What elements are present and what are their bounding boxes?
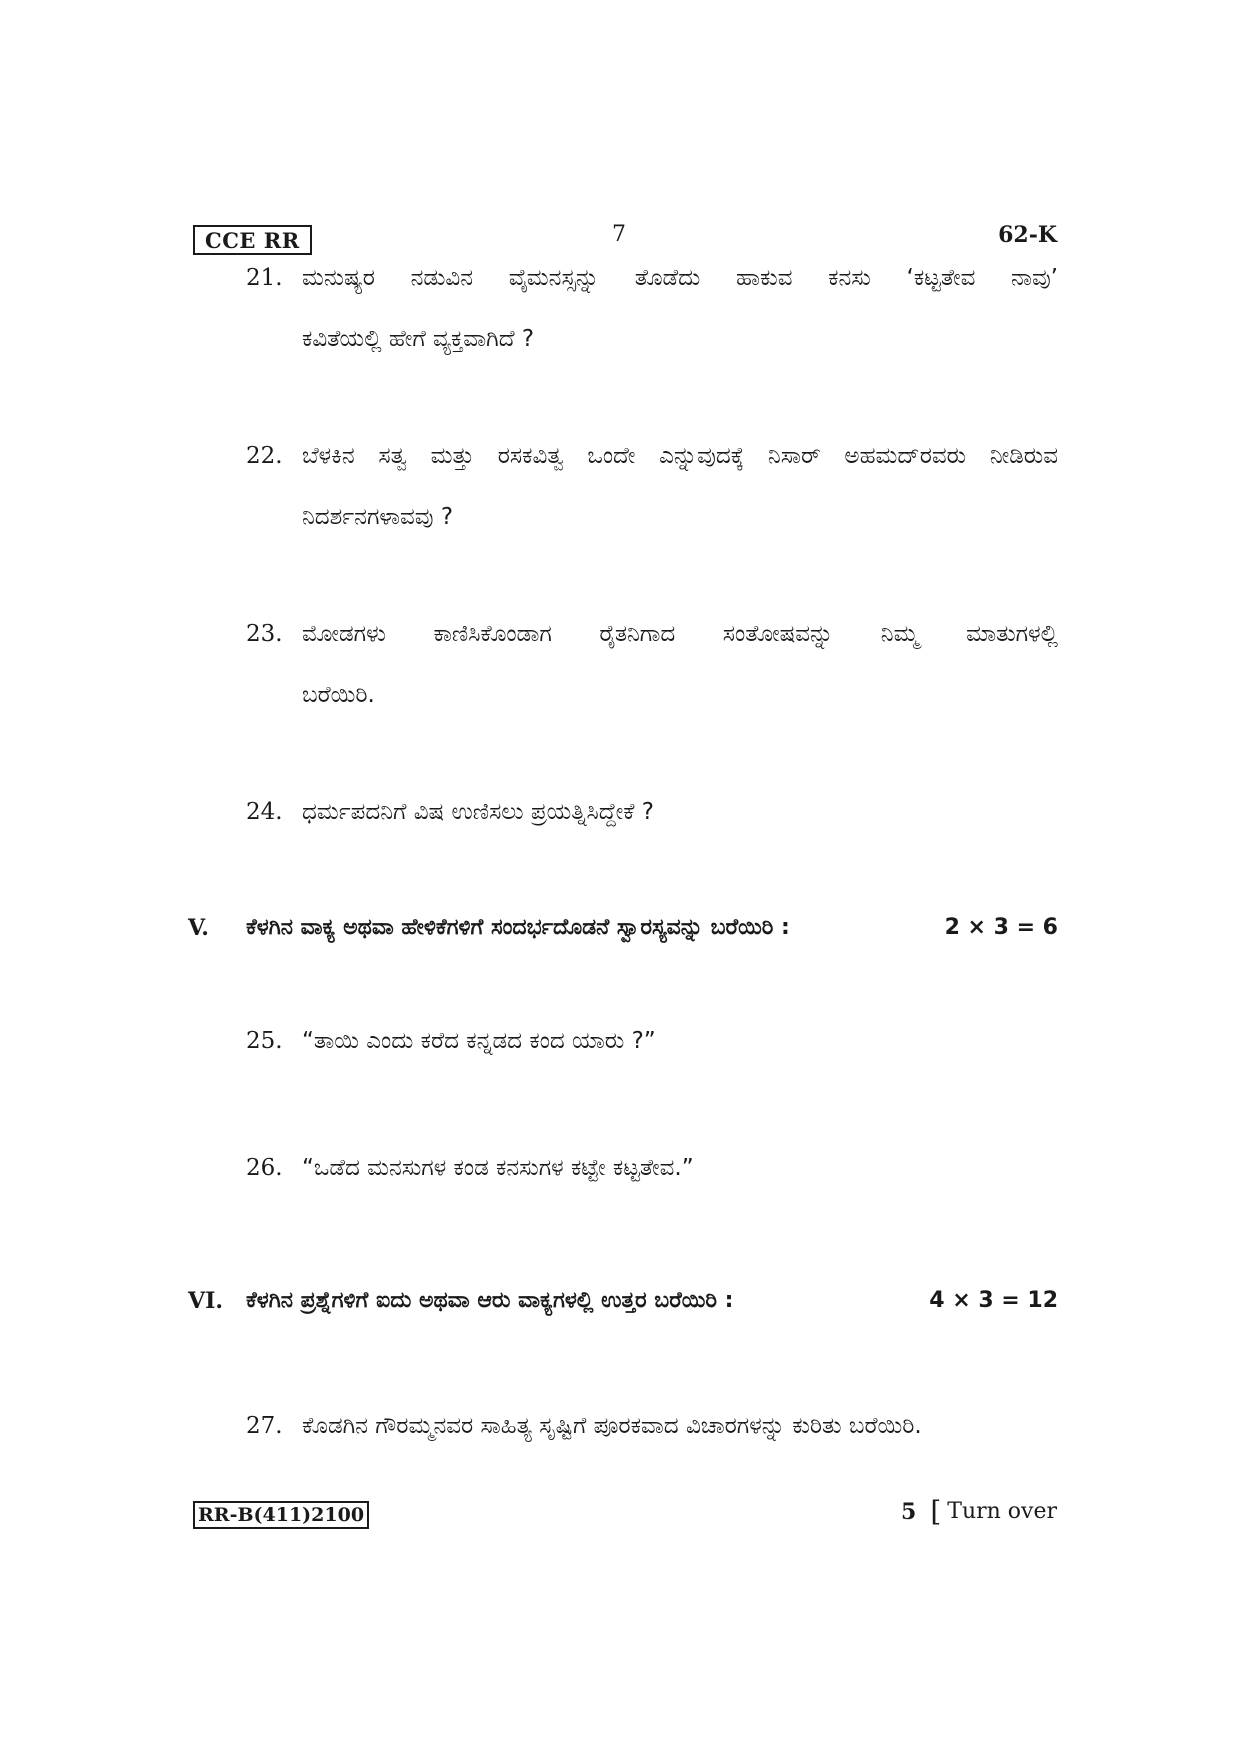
- question-text-line2: ಕವಿತೆಯಲ್ಲಿ ಹೇಗೆ ವ್ಯಕ್ತವಾಗಿದೆ ?: [302, 326, 535, 352]
- section-marks: 4 × 3 = 12: [929, 1288, 1058, 1313]
- section-numeral: VI.: [188, 1288, 224, 1314]
- question-text-line2: ಬರೆಯಿರಿ.: [302, 682, 375, 708]
- question-24: [246, 782, 1058, 843]
- question-number: 24.: [246, 799, 283, 825]
- question-number: 25.: [246, 1028, 283, 1054]
- question-number: 26.: [246, 1155, 283, 1181]
- question-21: [246, 248, 1058, 370]
- section-vi-heading: [188, 1286, 1058, 1316]
- section-title: ಕೆಳಗಿನ ವಾಕ್ಯ ಅಥವಾ ಹೇಳಿಕೆಗಳಿಗೆ ಸಂದರ್ಭದೊಡನೆ ಸ್ವಾರಸ್ಯವನ್ನು ಬರೆಯಿರಿ :: [246, 915, 790, 940]
- question-text-line1: ಕೊಡಗಿನ ಗೌರಮ್ಮನವರ ಸಾಹಿತ್ಯ ಸೃಷ್ಟಿಗೆ ಪೂರಕವಾದ ವಿಚಾರಗಳನ್ನು ಕುರಿತು ಬರೆಯಿರಿ.: [302, 1413, 922, 1439]
- question-26: [246, 1138, 1058, 1199]
- question-25: [246, 1011, 1058, 1072]
- question-number: 27.: [246, 1413, 283, 1439]
- footer-turn-over: [901, 1497, 1057, 1527]
- section-numeral: V.: [188, 915, 209, 941]
- question-27: [246, 1396, 1058, 1457]
- question-text-line1: ಮೋಡಗಳು ಕಾಣಿಸಿಕೊಂಡಾಗ ರೈತನಿಗಾದ ಸಂತೋಷವನ್ನು ನಿಮ್ಮ ಮಾತುಗಳಲ್ಲಿ: [302, 621, 1058, 647]
- question-number: 21.: [246, 265, 283, 291]
- footer-code-box: RR-B(411)2100: [193, 1501, 369, 1529]
- page-number: 7: [612, 222, 626, 247]
- question-text-line1: ಧರ್ಮಪದನಿಗೆ ವಿಷ ಉಣಿಸಲು ಪ್ರಯತ್ನಿಸಿದ್ದೇಕೆ ?: [302, 799, 654, 825]
- question-text-line1: “ತಾಯಿ ಎಂದು ಕರೆದ ಕನ್ನಡದ ಕಂದ ಯಾರು ?”: [302, 1028, 656, 1054]
- question-number: 23.: [246, 621, 283, 647]
- question-text-line2: ನಿದರ್ಶನಗಳಾವವು ?: [302, 504, 454, 530]
- section-v-heading: [188, 913, 1058, 943]
- section-marks: 2 × 3 = 6: [944, 915, 1058, 940]
- question-text-line1: ಮನುಷ್ಯರ ನಡುವಿನ ವೈಮನಸ್ಸನ್ನು ತೊಡೆದು ಹಾಕುವ ಕನಸು ‘ಕಟ್ಟತೇವ ನಾವು’: [302, 265, 1058, 291]
- paper-code: 62-K: [998, 222, 1057, 248]
- header-code-box: CCE RR: [193, 225, 312, 255]
- question-23: [246, 604, 1058, 726]
- turn-over-label: Turn over: [947, 1499, 1057, 1524]
- section-title: ಕೆಳಗಿನ ಪ್ರಶ್ನೆಗಳಿಗೆ ಐದು ಅಥವಾ ಆರು ವಾಕ್ಯಗಳಲ್ಲಿ ಉತ್ತರ ಬರೆಯಿರಿ :: [246, 1288, 734, 1313]
- sheet-number: 5: [901, 1499, 917, 1525]
- bracket-glyph: [: [930, 1495, 942, 1528]
- question-number: 22.: [246, 443, 283, 469]
- question-text-line1: ಬೆಳಕಿನ ಸತ್ವ ಮತ್ತು ರಸಕವಿತ್ವ ಒಂದೇ ಎನ್ನುವುದಕ್ಕೆ ನಿಸಾರ್ ಅಹಮದ್‌ರವರು ನೀಡಿರುವ: [302, 443, 1058, 469]
- question-text-line1: “ಒಡೆದ ಮನಸುಗಳ ಕಂಡ ಕನಸುಗಳ ಕಟ್ಟೇ ಕಟ್ಟತೇವ.”: [302, 1155, 694, 1181]
- question-22: [246, 426, 1058, 548]
